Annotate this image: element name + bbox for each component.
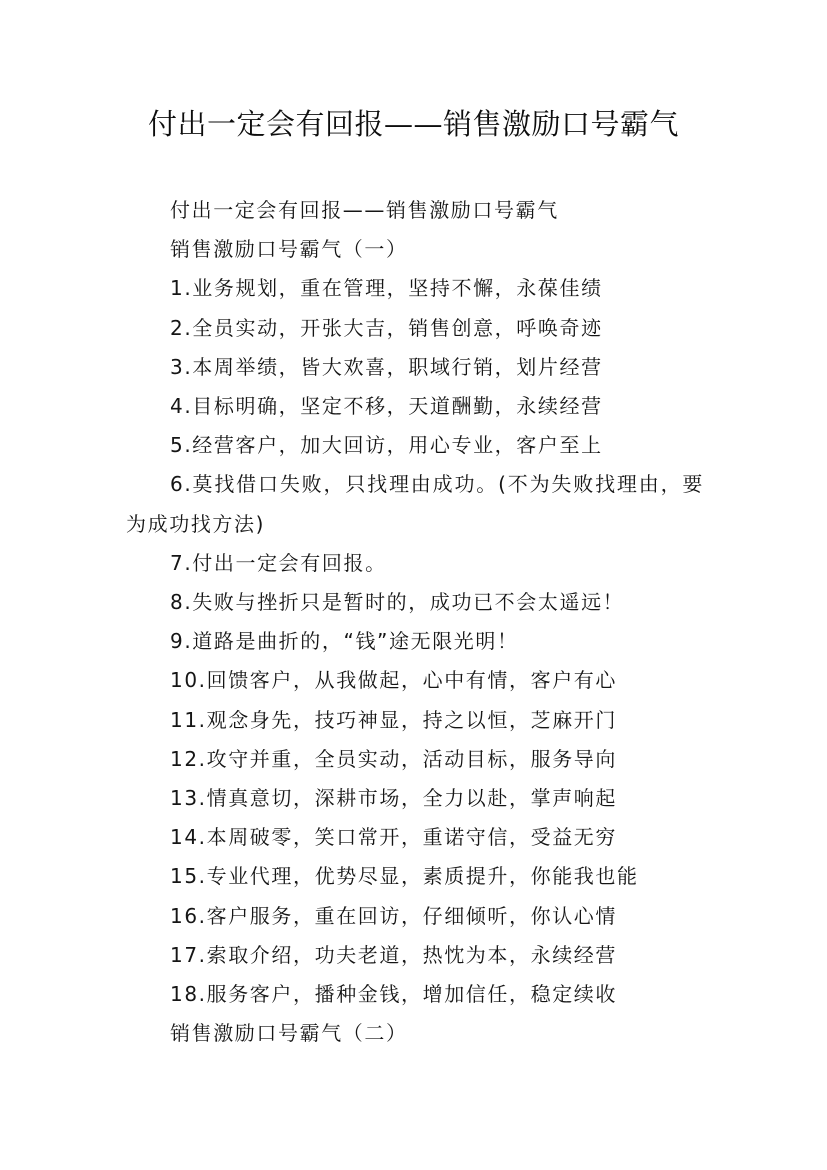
section-heading: 销售激励口号霸气（一）	[170, 237, 408, 262]
document-title: 付出一定会有回报——销售激励口号霸气	[147, 107, 679, 141]
slogan-item: 4.目标明确，坚定不移，天道酬勤，永续经营	[170, 394, 603, 419]
slogan-item: 16.客户服务，重在回访，仔细倾听，你认心情	[170, 903, 618, 928]
slogan-item: 14.本周破零，笑口常开，重诺守信，受益无穷	[170, 825, 618, 850]
slogan-item: 10.回馈客户，从我做起，心中有情，客户有心	[170, 668, 618, 693]
slogan-item: 7.付出一定会有回报。	[170, 550, 387, 575]
slogan-item: 15.专业代理，优势尽显，素质提升，你能我也能	[170, 864, 639, 889]
slogan-item: 12.攻守并重，全员实动，活动目标，服务导向	[170, 746, 618, 771]
slogan-item: 1.业务规划，重在管理，坚持不懈，永葆佳绩	[170, 276, 603, 301]
slogan-item: 3.本周举绩，皆大欢喜，职域行销，划片经营	[170, 354, 603, 379]
slogan-item: 17.索取介绍，功夫老道，热忱为本，永续经营	[170, 942, 618, 967]
slogan-item: 2.全员实动，开张大吉，销售创意，呼唤奇迹	[170, 315, 603, 340]
slogan-item: 18.服务客户，播种金钱，增加信任，稳定续收	[170, 982, 618, 1007]
section-heading: 销售激励口号霸气（二）	[170, 1021, 408, 1046]
slogan-item: 8.失败与挫折只是暂时的，成功已不会太遥远！	[170, 590, 625, 615]
slogan-item: 11.观念身先，技巧神显，持之以恒，芝麻开门	[170, 707, 618, 732]
slogan-item: 13.情真意切，深耕市场，全力以赴，掌声响起	[170, 786, 618, 811]
slogan-item: 5.经营客户，加大回访，用心专业，客户至上	[170, 433, 603, 458]
document-body	[126, 191, 704, 1053]
slogan-item: 6.莫找借口失败，只找理由成功。(不为失败找理由，要为成功找方法)	[126, 472, 704, 536]
slogan-item: 9.道路是曲折的，“钱”途无限光明！	[170, 629, 519, 654]
paragraph: 付出一定会有回报——销售激励口号霸气	[170, 198, 559, 222]
